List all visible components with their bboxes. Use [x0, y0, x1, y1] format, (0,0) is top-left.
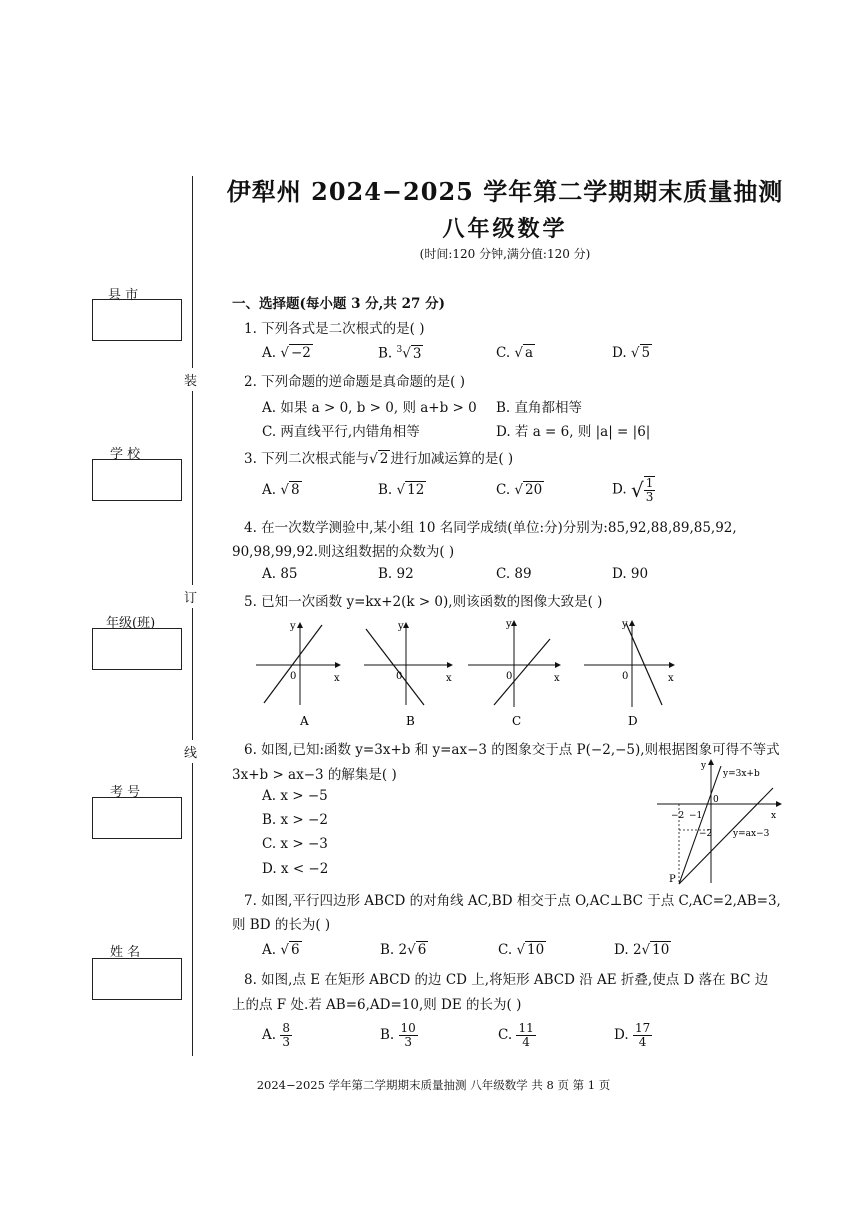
- svg-text:0: 0: [622, 671, 629, 682]
- q2-option-d[interactable]: D. 若 a = 6, 则 |a| = |6|: [496, 424, 651, 440]
- q5-graph-d[interactable]: [584, 619, 674, 728]
- binding-line: [192, 176, 193, 1056]
- svg-text:x: x: [668, 673, 674, 684]
- q7-line1: 7. 如图,平行四边形 ABCD 的对角线 AC,BD 相交于点 O,AC⊥BC 于点 C,AC=2,AB=3,: [244, 893, 781, 909]
- svg-text:x: x: [771, 811, 777, 821]
- binding-mark-zhuang: 装: [184, 368, 197, 391]
- q6-option-c[interactable]: C. x > −3: [262, 836, 328, 852]
- q4-option-a[interactable]: A. 85: [262, 566, 298, 582]
- field-box-county[interactable]: [92, 299, 182, 341]
- q1-option-b[interactable]: B. $^3$√ 3: [378, 345, 422, 362]
- svg-text:D: D: [628, 714, 638, 728]
- binding-mark-ding: 订: [184, 585, 197, 608]
- svg-text:0: 0: [290, 671, 297, 682]
- q6-figure: [655, 758, 785, 888]
- q2-option-c[interactable]: C. 两直线平行,内错角相等: [262, 424, 420, 440]
- q5-graph-c[interactable]: [468, 619, 560, 728]
- svg-text:−1: −1: [689, 811, 703, 821]
- q4-option-d[interactable]: D. 90: [612, 566, 649, 582]
- svg-text:x: x: [446, 673, 452, 684]
- q6-option-a[interactable]: A. x > −5: [262, 788, 328, 804]
- svg-text:C: C: [512, 714, 522, 728]
- q6-line1: 6. 如图,已知:函数 y=3x+b 和 y=ax−3 的图象交于点 P(−2,−5),则根据图象可得不等式: [244, 742, 780, 758]
- q5-graphs: [250, 615, 690, 735]
- q4-line2: 90,98,99,92.则这组数据的众数为( ): [232, 544, 455, 560]
- svg-text:−2: −2: [699, 829, 713, 839]
- q8-line1: 8. 如图,点 E 在矩形 ABCD 的边 CD 上,将矩形 ABCD 沿 AE 折叠,使点 D 落在 BC 边: [244, 972, 769, 988]
- field-box-name[interactable]: [92, 958, 182, 1000]
- section-heading: 一、选择题(每小题 3 分,共 27 分): [232, 296, 445, 312]
- svg-text:A: A: [300, 714, 309, 728]
- field-box-exam-number[interactable]: [92, 797, 182, 839]
- q8-line2: 上的点 F 处.若 AB=6,AD=10,则 DE 的长为( ): [232, 997, 522, 1013]
- field-box-class[interactable]: [92, 628, 182, 670]
- exam-subject: 八年级数学: [442, 216, 568, 242]
- q8-option-c[interactable]: C. $\frac{11}{4}$: [498, 1021, 534, 1049]
- svg-text:0: 0: [396, 671, 403, 682]
- q1-option-c[interactable]: C. √ a: [496, 345, 534, 361]
- svg-text:y: y: [290, 621, 296, 632]
- field-label-class: 年级(班): [106, 616, 156, 631]
- svg-text:x: x: [554, 673, 560, 684]
- q1-option-d[interactable]: D. √ 5: [612, 345, 651, 361]
- svg-text:P: P: [669, 874, 676, 885]
- q7-option-c[interactable]: C. √ 10: [498, 942, 545, 958]
- svg-text:0: 0: [506, 671, 513, 682]
- q1-option-a[interactable]: A. √ −2: [262, 345, 311, 361]
- svg-text:y: y: [506, 619, 512, 630]
- exam-title: 伊犁州 2024−2025 学年第二学期期末质量抽测: [226, 177, 784, 206]
- field-label-county: 县 市: [108, 288, 139, 303]
- svg-text:y: y: [398, 621, 404, 632]
- q6-option-b[interactable]: B. x > −2: [262, 812, 328, 828]
- q5-stem: 5. 已知一次函数 y=kx+2(k > 0),则该函数的图像大致是( ): [244, 594, 603, 610]
- exam-time-info: (时间:120 分钟,满分值:120 分): [419, 247, 591, 261]
- q1-stem: 1. 下列各式是二次根式的是( ): [244, 321, 425, 337]
- q8-option-d[interactable]: D. $\frac{17}{4}$: [614, 1021, 651, 1049]
- q3-stem: 3. 下列二次根式能与√ 2 进行加减运算的是( ): [244, 451, 514, 467]
- svg-text:B: B: [406, 714, 415, 728]
- q4-option-c[interactable]: C. 89: [496, 566, 532, 582]
- svg-text:y: y: [622, 619, 628, 630]
- q2-option-a[interactable]: A. 如果 a > 0, b > 0, 则 a+b > 0: [262, 400, 477, 416]
- q6-line2: 3x+b > ax−3 的解集是( ): [232, 767, 397, 783]
- q8-option-b[interactable]: B. $\frac{10}{3}$: [380, 1021, 416, 1049]
- q2-stem: 2. 下列命题的逆命题是真命题的是( ): [244, 374, 465, 390]
- q3-option-b[interactable]: B. √ 12: [378, 482, 425, 498]
- page-footer: 2024−2025 学年第二学期期末质量抽测 八年级数学 共 8 页 第 1 页: [256, 1078, 611, 1092]
- svg-text:y=3x+b: y=3x+b: [723, 769, 760, 779]
- svg-text:y=ax−3: y=ax−3: [733, 829, 770, 839]
- q3-option-a[interactable]: A. √ 8: [262, 482, 300, 498]
- field-label-exam-number: 考 号: [110, 785, 141, 800]
- field-label-name: 姓 名: [110, 945, 141, 960]
- binding-mark-xian: 线: [184, 740, 197, 763]
- q5-graph-a[interactable]: [256, 621, 340, 728]
- q4-option-b[interactable]: B. 92: [378, 566, 414, 582]
- svg-text:x: x: [334, 673, 340, 684]
- q2-option-b[interactable]: B. 直角都相等: [496, 400, 583, 416]
- field-label-school: 学 校: [110, 447, 141, 462]
- q7-line2: 则 BD 的长为( ): [232, 917, 331, 933]
- q8-option-a[interactable]: A. $\frac{8}{3}$: [262, 1021, 290, 1049]
- q7-option-a[interactable]: A. √ 6: [262, 942, 300, 958]
- q4-line1: 4. 在一次数学测验中,某小组 10 名同学成绩(单位:分)分别为:85,92,88,89,85,92,: [244, 520, 737, 536]
- q7-option-d[interactable]: D. 2√ 10: [614, 942, 670, 958]
- q6-option-d[interactable]: D. x < −2: [262, 861, 329, 877]
- field-box-school[interactable]: [92, 459, 182, 501]
- q7-option-b[interactable]: B. 2√ 6: [380, 942, 427, 958]
- svg-text:−2: −2: [671, 811, 685, 821]
- q5-graph-b[interactable]: [364, 621, 452, 728]
- svg-text:y: y: [701, 761, 707, 771]
- q3-option-d[interactable]: D. √ $\frac{1}{3}$: [612, 476, 654, 504]
- svg-text:0: 0: [713, 795, 719, 805]
- q3-option-c[interactable]: C. √ 20: [496, 482, 543, 498]
